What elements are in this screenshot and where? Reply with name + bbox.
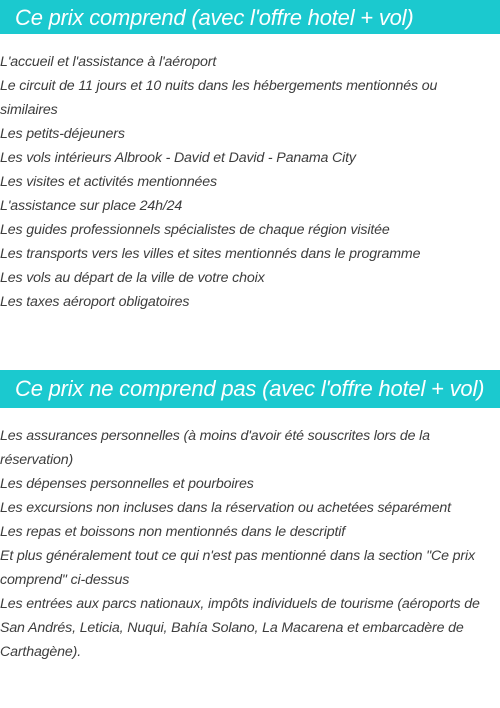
list-item: Les vols au départ de la ville de votre choix [0,270,265,286]
list-item: L'accueil et l'assistance à l'aéroport [0,54,217,70]
list-item: Les transports vers les villes et sites mentionnés dans le programme [0,246,421,262]
list-item: Les petits-déjeuners [0,126,125,142]
list-item: L'assistance sur place 24h/24 [0,198,183,214]
list-item: Les guides professionnels spécialistes de chaque région visitée [0,222,390,238]
list-item: Et plus généralement tout ce qui n'est pas mentionné dans la section "Ce prix comprend" ci-dessus [0,548,475,588]
not-included-list [0,408,500,664]
list-item: Les dépenses personnelles et pourboires [0,476,254,492]
list-item: Les repas et boissons non mentionnés dans le descriptif [0,524,346,540]
list-item: Les assurances personnelles (à moins d'avoir été souscrites lors de la réservation) [0,428,430,468]
list-item: Les entrées aux parcs nationaux, impôts individuels de tourisme (aéroports de San Andrés, Leticia, Nuqui, Bahía Solano, La Macarena et embarcadère de Carthagène). [0,596,480,660]
list-item: Les taxes aéroport obligatoires [0,294,190,310]
included-section-title: Ce prix comprend (avec l'offre hotel + vol) [0,0,500,34]
list-item: Les excursions non incluses dans la réservation ou achetées séparément [0,500,451,516]
not-included-section-title: Ce prix ne comprend pas (avec l'offre hotel + vol) [0,370,500,408]
list-item: Le circuit de 11 jours et 10 nuits dans les hébergements mentionnés ou similaires [0,78,438,118]
list-item: Les visites et activités mentionnées [0,174,217,190]
list-item: Les vols intérieurs Albrook - David et David - Panama City [0,150,356,166]
included-list [0,34,500,314]
